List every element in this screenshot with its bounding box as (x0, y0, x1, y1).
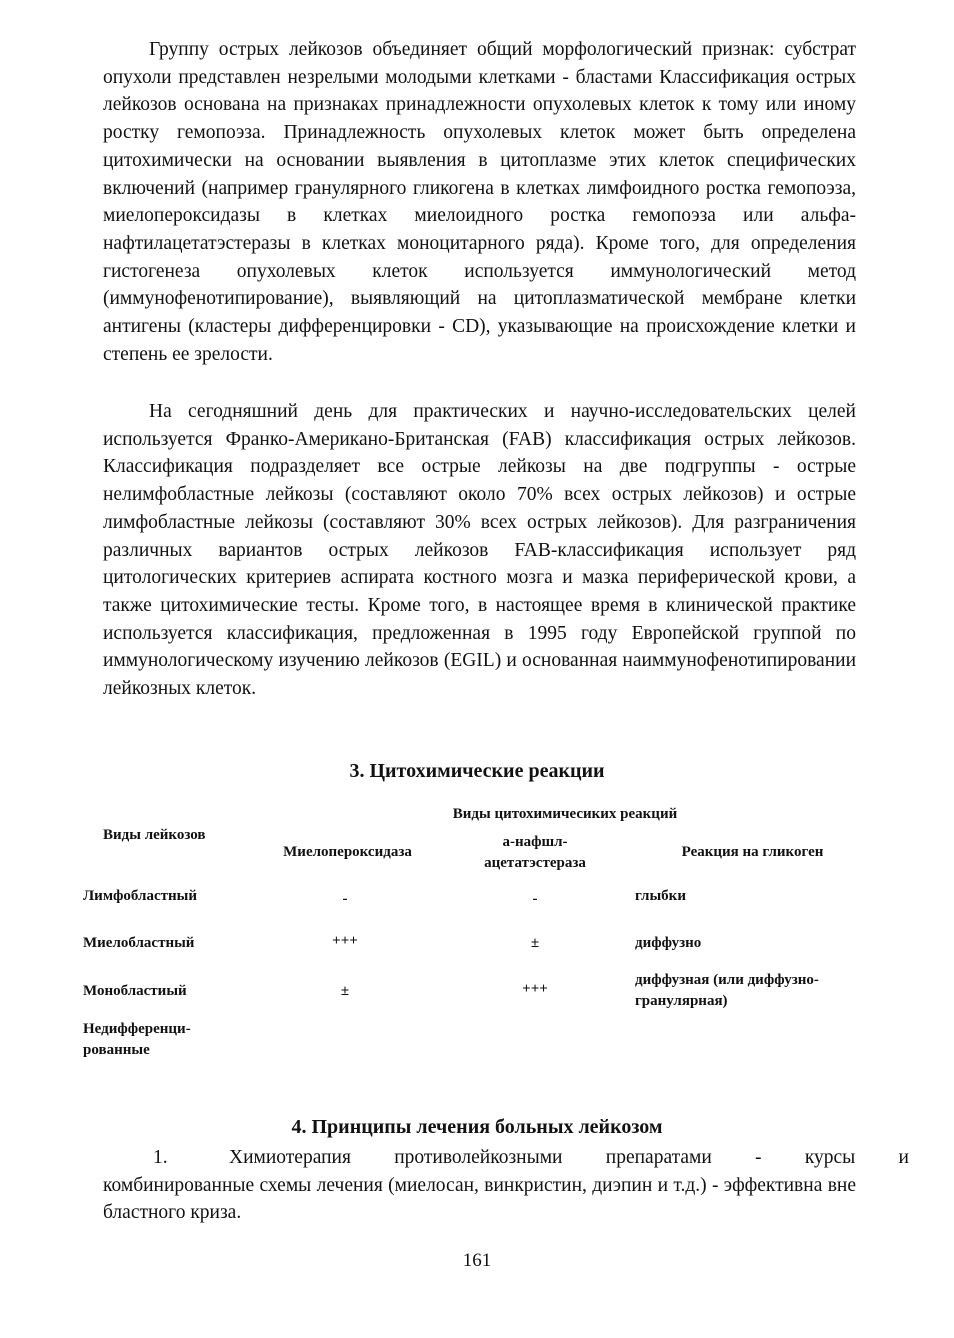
table-row-label: Миелобластный (83, 935, 195, 951)
section-heading-treatment-principles: 4. Принципы лечения больных лейкозом (291, 1116, 663, 1138)
list-item-number: 1. (153, 1147, 168, 1168)
table-cell: диффузная (или диффузно-гранулярная) (635, 972, 819, 1009)
table-column-header-naphthyl-esterase: а-нафшл-ацетатэстераза (484, 834, 586, 871)
table-row-label: Недифференци-рованные (83, 1021, 191, 1058)
list-item-continuation: комбинированные схемы лечения (миелосан, винкристин, диэпин и т.д.) - эффективна вне бластного криза. (103, 1174, 856, 1224)
page-number: 161 (462, 1250, 492, 1271)
table-cell: +++ (332, 933, 358, 949)
section-heading-cytochemical-reactions: 3. Цитохимические реакции (349, 760, 605, 782)
table-cell: - (532, 891, 538, 907)
table-column-header-glycogen: Реакция на гликоген (681, 844, 824, 860)
list-item-first-line: Химиотерапия противолейкозными препаратами - курсы и (229, 1147, 909, 1168)
paragraph-acute-leukemia-morphology: Группу острых лейкозов объединяет общий морфологический признак: субстрат опухоли представлен незрелыми молодыми клетками - бластами Классификация острых лейкозов основана на признаках принадлежности опухолевых клеток к тому или иному ростку гемопоэза. Принадлежность опухолевых клеток может быть определена цитохимически на основании выявления в цитоплазме этих клеток специфических включений (например гранулярного гликогена в клетках лимфоидного ростка гемопоэза, миелопероксидазы в клетках миелоидного ростка гемопоэза или альфа-нафтилацетатэстеразы в клетках моноцитарного ряда). Кроме того, для определения гистогенеза опухолевых клеток используется иммунологический метод (иммунофенотипирование), выявляющий на цитоплазматической мембране клетки антигены (кластеры дифференцировки - CD), указывающие на происхождение клетки и степень ее зрелости. (103, 39, 856, 365)
table-row-header: Виды лейкозов (103, 827, 206, 843)
table-cell: диффузно (635, 935, 702, 951)
table-cell: - (342, 891, 348, 907)
table-cell: ± (340, 983, 350, 999)
table-cell: +++ (522, 981, 548, 997)
table-cell: глыбки (635, 888, 686, 904)
list-item (103, 1144, 909, 1227)
table-column-header-myeloperoxidase: Миелопероксидаза (283, 844, 412, 860)
table-group-header: Виды цитохимичесиких реакций (452, 806, 678, 822)
table-row-label: Монобластиый (83, 983, 187, 999)
paragraph-fab-classification: На сегодняшний день для практических и научно-исследовательских целей используется Франко-Американо-Британская (FAB) классификация острых лейкозов. Классификация подразделяет все острые лейкозы на две подгруппы - острые нелимфобластные лейкозы (составляют около 70% всех острых лейкозов) и острые лимфобластные лейкозы (составляют 30% всех острых лейкозов). Для разграничения различных вариантов острых лейкозов FAB-классификация использует ряд цитологических критериев аспирата костного мозга и мазка периферической крови, а также цитохимические тесты. Кроме того, в настоящее время в клинической практике используется классификация, предложенная в 1995 году Европейской группой по иммунологическому изучению лейкозов (EGIL) и основанная наиммунофенотипировании лейкозных клеток. (103, 401, 856, 700)
table-cell: ± (530, 935, 540, 951)
table-row-label: Лимфобластный (83, 888, 197, 904)
